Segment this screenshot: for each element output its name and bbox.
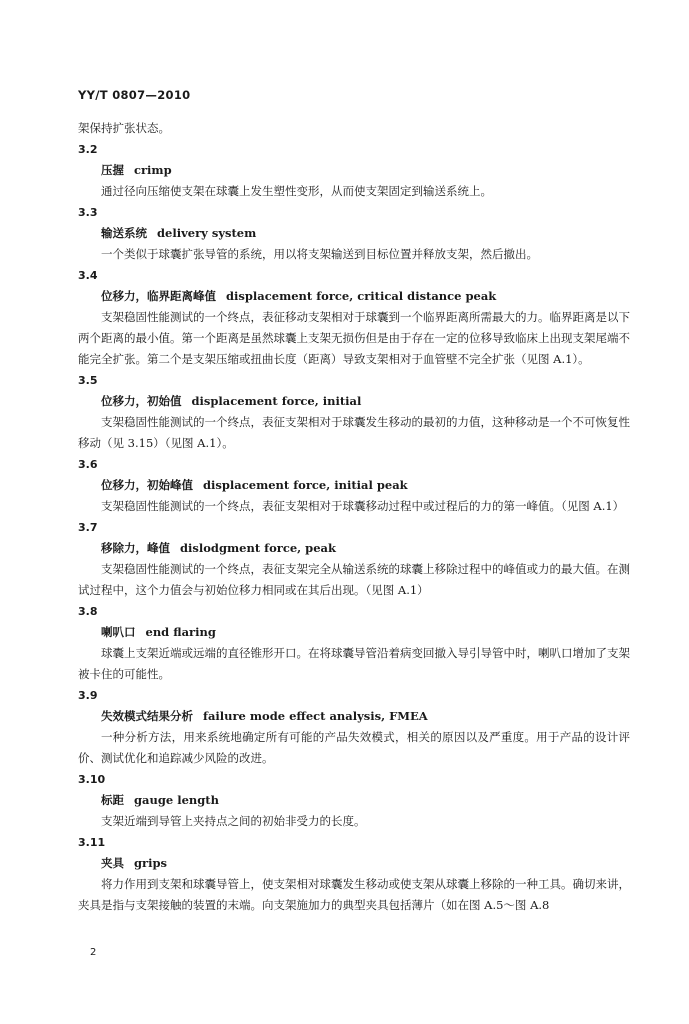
- term-line: [78, 622, 630, 643]
- term-en: dislodgment force, peak: [180, 541, 336, 555]
- term-line: [78, 538, 630, 559]
- definition-entry: [78, 601, 630, 685]
- term-definition: 支架稳固性能测试的一个终点，表征支架相对于球囊移动过程中或过程后的力的第一峰值。（见图 A.1）: [101, 499, 625, 513]
- term-definition: 通过径向压缩使支架在球囊上发生塑性变形，从而使支架固定到输送系统上。: [101, 184, 492, 198]
- term-zh: 喇叭口: [101, 625, 136, 639]
- term-en: displacement force, initial: [191, 394, 362, 408]
- definition-entry: [78, 370, 630, 454]
- term-definition: 一个类似于球囊扩张导管的系统，用以将支架输送到目标位置并释放支架，然后撤出。: [101, 247, 538, 261]
- term-en: grips: [134, 856, 167, 870]
- term-zh: 位移力，初始峰值: [101, 478, 193, 492]
- term-zh: 位移力，初始值: [101, 394, 182, 408]
- term-en: displacement force, critical distance peak: [226, 289, 497, 303]
- term-definition: 球囊上支架近端或远端的直径锥形开口。在将球囊导管沿着病变回撤入导引导管中时，喇叭口增加了支架被卡住的可能性。: [78, 646, 630, 681]
- term-definition: 支架稳固性能测试的一个终点，表征支架完全从输送系统的球囊上移除过程中的峰值或力的最大值。在测试过程中，这个力值会与初始位移力相同或在其后出现。（见图 A.1）: [78, 562, 630, 597]
- term-zh: 输送系统: [101, 226, 147, 240]
- term-definition: 支架近端到导管上夹持点之间的初始非受力的长度。: [101, 814, 366, 828]
- term-zh: 压握: [101, 163, 124, 177]
- term-line: [78, 475, 630, 496]
- definition-entry: [78, 832, 630, 916]
- term-en: gauge length: [134, 793, 219, 807]
- clause-number: 3.7: [78, 521, 98, 534]
- term-line: [78, 286, 630, 307]
- definition-entry: [78, 202, 630, 265]
- body-text: [78, 118, 630, 916]
- clause-number: 3.8: [78, 605, 98, 618]
- clause-number: 3.2: [78, 143, 98, 156]
- clause-number: 3.6: [78, 458, 98, 471]
- term-definition: 支架稳固性能测试的一个终点，表征移动支架相对于球囊到一个临界距离所需最大的力。临界距离是以下两个距离的最小值。第一个距离是虽然球囊上支架无损伤但是由于存在一定的位移导致临床上出现支架尾端不能完全扩张。第二个是支架压缩或扭曲长度（距离）导致支架相对于血管壁不完全扩张（见图 A.1）。: [78, 310, 630, 366]
- term-line: [78, 790, 630, 811]
- term-en: delivery system: [157, 226, 257, 240]
- term-definition: 将力作用到支架和球囊导管上，使支架相对球囊发生移动或使支架从球囊上移除的一种工具。确切来讲，夹具是指与支架接触的装置的末端。向支架施加力的典型夹具包括薄片（如在图 A.5～图 A.8: [78, 877, 630, 912]
- definition-entry: [78, 265, 630, 370]
- term-definition: 支架稳固性能测试的一个终点，表征支架相对于球囊发生移动的最初的力值，这种移动是一个不可恢复性移动（见 3.15）（见图 A.1）。: [78, 415, 630, 450]
- term-zh: 标距: [101, 793, 124, 807]
- term-line: [78, 706, 630, 727]
- term-en: failure mode effect analysis, FMEA: [203, 709, 428, 723]
- term-zh: 位移力，临界距离峰值: [101, 289, 216, 303]
- clause-number: 3.9: [78, 689, 98, 702]
- clause-number: 3.11: [78, 836, 106, 849]
- term-line: [78, 391, 630, 412]
- clause-number: 3.5: [78, 374, 98, 387]
- term-line: [78, 223, 630, 244]
- term-line: [78, 160, 630, 181]
- definition-entry: [78, 454, 630, 517]
- definition-entry: [78, 139, 630, 202]
- intro-line: 架保持扩张状态。: [78, 121, 170, 135]
- term-en: crimp: [134, 163, 172, 177]
- definition-entry: [78, 517, 630, 601]
- term-zh: 夹具: [101, 856, 124, 870]
- standard-number: YY/T 0807—2010: [78, 88, 191, 102]
- clause-number: 3.3: [78, 206, 98, 219]
- clause-number: 3.10: [78, 773, 106, 786]
- clause-number: 3.4: [78, 269, 98, 282]
- definition-entry: [78, 685, 630, 769]
- term-en: displacement force, initial peak: [203, 478, 408, 492]
- term-zh: 失效模式结果分析: [101, 709, 193, 723]
- term-zh: 移除力，峰值: [101, 541, 170, 555]
- term-definition: 一种分析方法，用来系统地确定所有可能的产品失效模式，相关的原因以及严重度。用于产品的设计评价、测试优化和追踪减少风险的改进。: [78, 730, 630, 765]
- term-line: [78, 853, 630, 874]
- page-number: 2: [90, 947, 97, 958]
- definition-entry: [78, 769, 630, 832]
- term-en: end flaring: [145, 625, 216, 639]
